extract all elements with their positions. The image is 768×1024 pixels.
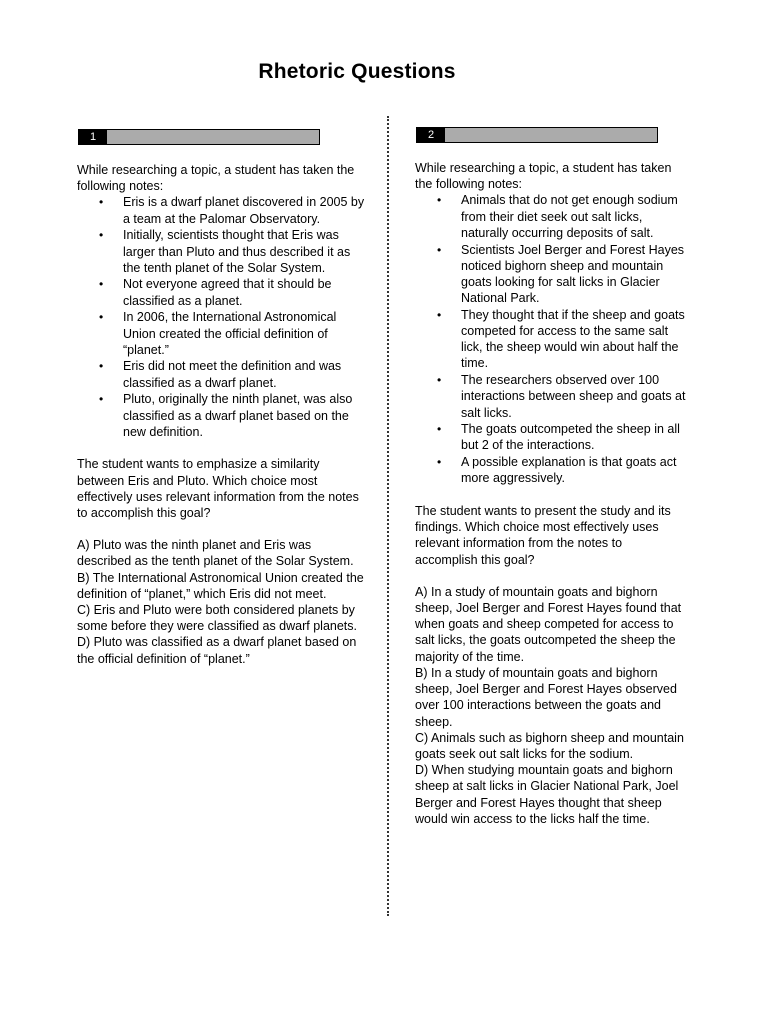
question-2-number: 2 (417, 128, 445, 142)
note-item: • The goats outcompeted the sheep in all but 2 of the interactions. (461, 421, 687, 453)
answer-option-c: C) Animals such as bighorn sheep and mountain goats seek out salt licks for the sodium. (415, 730, 684, 761)
answer-option-a: A) Pluto was the ninth planet and Eris was described as the tenth planet of the Solar System. (77, 538, 354, 569)
answer-option-a: A) In a study of mountain goats and bighorn sheep, Joel Berger and Forest Hayes found that when goats and sheep competed for access to salt licks, the goats outcompeted the sheep the majority of the time. (415, 584, 682, 664)
note-item: • Eris is a dwarf planet discovered in 2005 by a team at the Palomar Observatory. (123, 194, 367, 226)
note-item: • A possible explanation is that goats act more aggressively. (461, 454, 687, 486)
note-item: • Animals that do not get enough sodium from their diet seek out salt licks, naturally occurring deposits of salt. (461, 192, 687, 241)
column-divider (387, 116, 389, 916)
question-1 (77, 162, 367, 667)
question-2-intro: While researching a topic, a student has taken the following notes: (415, 161, 672, 192)
note-item: • They thought that if the sheep and goats competed for access to the same salt lick, the sheep would win about half the time. (461, 307, 687, 372)
question-2 (415, 160, 687, 827)
answer-option-b: B) In a study of mountain goats and bighorn sheep, Joel Berger and Forest Hayes observed over 100 interactions between the goats and sheep. (415, 665, 677, 729)
question-2-notes (415, 192, 687, 486)
note-item: • In 2006, the International Astronomical Union created the official definition of “planet.” (123, 309, 367, 358)
question-1-prompt: The student wants to emphasize a similarity between Eris and Pluto. Which choice most effectively uses relevant information from the notes to accomplish this goal? (77, 457, 359, 521)
question-2-header-bar (416, 127, 658, 143)
answer-option-c: C) Eris and Pluto were both considered planets by some before they were classified as dwarf planets. (77, 603, 357, 634)
note-item: • Initially, scientists thought that Eris was larger than Pluto and thus described it as the tenth planet of the Solar System. (123, 227, 367, 276)
question-1-intro: While researching a topic, a student has taken the following notes: (77, 163, 355, 194)
question-1-notes (77, 194, 367, 440)
note-item: • Pluto, originally the ninth planet, was also classified as a dwarf planet based on the new definition. (123, 391, 367, 440)
note-item: • Not everyone agreed that it should be classified as a planet. (123, 276, 367, 308)
page-title: Rhetoric Questions (258, 60, 456, 83)
note-item: • Eris did not meet the definition and was classified as a dwarf planet. (123, 358, 367, 390)
answer-option-b: B) The International Astronomical Union created the definition of “planet,” which Eris did not meet. (77, 570, 364, 601)
answer-option-d: D) Pluto was classified as a dwarf planet based on the official definition of “planet.” (77, 635, 357, 666)
note-item: • Scientists Joel Berger and Forest Hayes noticed bighorn sheep and mountain goats looking for salt licks in Glacier National Park. (461, 242, 687, 307)
question-1-header-bar (78, 129, 320, 145)
note-item: • The researchers observed over 100 interactions between sheep and goats at salt licks. (461, 372, 687, 421)
answer-option-d: D) When studying mountain goats and bighorn sheep at salt licks in Glacier National Park, Joel Berger and Forest Hayes thought that sheep would win access to the licks half the time. (415, 763, 679, 826)
question-1-number: 1 (79, 130, 107, 144)
question-2-prompt: The student wants to present the study and its findings. Which choice most effectively uses relevant information from the notes to accomplish this goal? (415, 504, 671, 567)
